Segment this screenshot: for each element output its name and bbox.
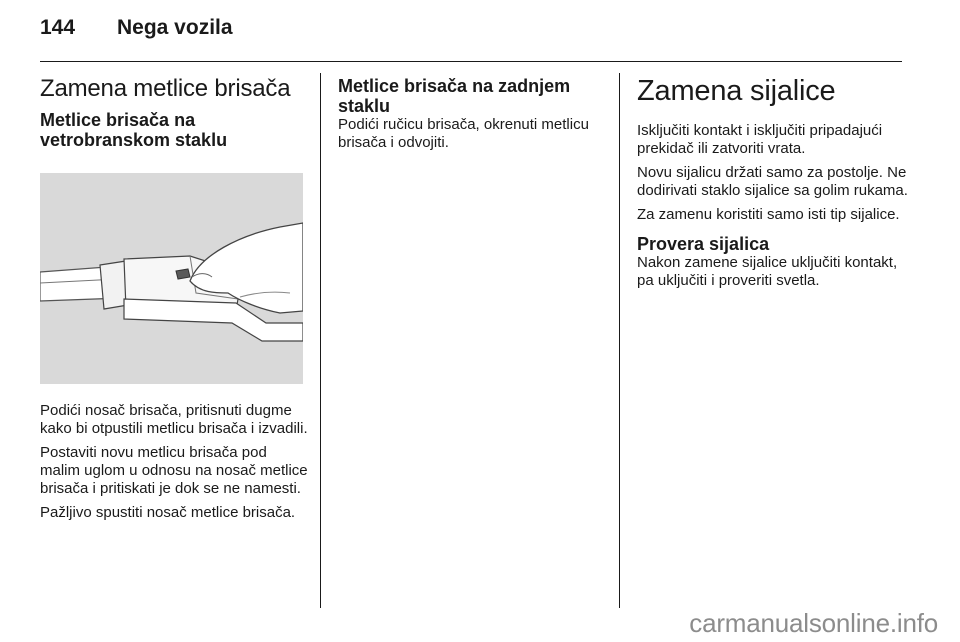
bulb-paragraph-3: Za zamenu koristiti samo isti tip sijalice. [637,206,900,223]
column-1 [40,74,310,522]
watermark-text: carmanualsonline.info [689,608,938,638]
column-2 [338,76,608,152]
header-rule [40,61,902,62]
bulb-paragraph-1: Isključiti kontakt i isključiti pripadajući prekidač ili zatvoriti vrata. [637,122,883,157]
section-title-wiper-blade: Zamena metlice brisača [40,75,291,102]
rear-wiper-paragraph: Podići ručicu brisača, okrenuti metlicu brisača i odvojiti. [338,116,589,151]
page-number: 144 [40,16,76,39]
column-divider-2 [619,73,620,608]
section-title-bulb-replacement: Zamena sijalice [637,75,836,107]
bulb-paragraph-2: Novu sijalicu držati samo za postolje. Ne dodirivati staklo sijalice sa golim rukama. [637,164,908,199]
paragraph-3: Pažljivo spustiti nosač metlice brisača. [40,504,296,521]
bulb-check-paragraph: Nakon zamene sijalice uključiti kontakt, pa uključiti i proveriti svetla. [637,254,898,289]
subheading-windscreen-wiper: Metlice brisača na vetrobranskom staklu [40,110,228,150]
wiper-blade-illustration [40,173,303,384]
subheading-rear-wiper: Metlice brisača na zadnjem staklu [338,76,571,116]
running-head: Nega vozila [117,16,233,39]
paragraph-1: Podići nosač brisača, pritisnuti dugme kako bi otpustili metlicu brisača i izvadili. [40,402,308,437]
paragraph-2: Postaviti novu metlicu brisača pod malim uglom u odnosu na nosač metlice brisača i pritiskati je dok se ne namesti. [40,444,308,497]
column-divider-1 [320,73,321,608]
subheading-bulb-check: Provera sijalica [637,234,770,254]
column-3 [637,74,909,290]
